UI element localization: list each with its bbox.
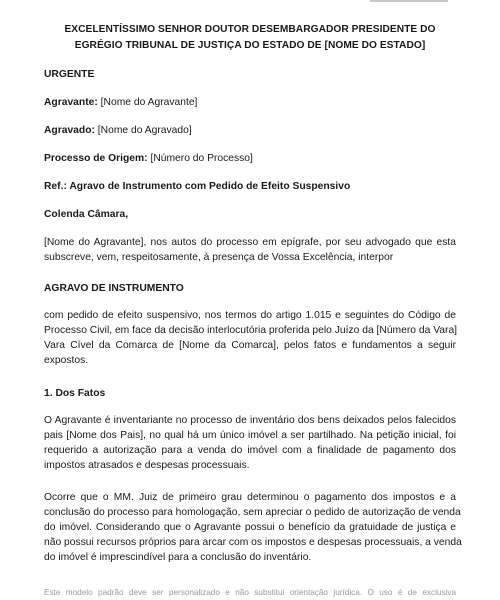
document-header (44, 22, 456, 54)
top-divider (370, 0, 448, 2)
section-heading-fatos: 1. Dos Fatos (44, 388, 106, 399)
agravante-label: Agravante: (44, 97, 98, 108)
intro-paragraph (44, 235, 456, 265)
pedido-line-1: com pedido de efeito suspensivo, nos termos do artigo 1.015 e seguintes do Código de (44, 310, 456, 321)
fatos1-line-3: requerido a autorização para a venda do imóvel com a finalidade de pagamento dos (44, 445, 456, 456)
pedido-line-4: expostos. (44, 355, 89, 366)
agravante-value: [Nome do Agravante] (100, 97, 198, 108)
fatos1-line-2: pais [Nome dos Pais], no qual há um único imóvel a ser partilhado. Na petição inicial, foi (44, 430, 456, 441)
disclaimer-footer: Este modelo padrão deve ser personalizado e não substitui orientação jurídica. O uso é de exclusiva (44, 588, 456, 597)
fatos-paragraph-2 (44, 490, 462, 565)
pedido-paragraph (44, 308, 456, 368)
agravante-field (44, 95, 456, 110)
fatos2-line-4: não possui recursos próprios para arcar com os impostos e despesas processuais, a venda (44, 537, 462, 548)
fatos1-line-1: O Agravante é inventariante no processo de inventário dos bens deixados pelos falecidos (44, 415, 456, 426)
fatos1-line-4: impostos atrasados e despesas processuais. (44, 460, 250, 471)
header-line-2: EGRÉGIO TRIBUNAL DE JUSTIÇA DO ESTADO DE [NOME DO ESTADO] (74, 40, 426, 51)
processo-field (44, 151, 456, 166)
header-line-1: EXCELENTÍSSIMO SENHOR DOUTOR DESEMBARGADOR PRESIDENTE DO (64, 24, 436, 35)
agravado-value: [Nome do Agravado] (97, 125, 192, 136)
fatos2-line-1: Ocorre que o MM. Juiz de primeiro grau determinou o pagamento dos impostos e a (44, 492, 456, 503)
processo-value: [Número do Processo] (150, 153, 253, 164)
agravado-label: Agravado: (44, 125, 95, 136)
salutation: Colenda Câmara, (44, 209, 129, 220)
pedido-line-3: Vara Cível da Comarca de [Nome da Comarca], pelos fatos e fundamentos a seguir (44, 340, 456, 351)
reference-line: Ref.: Agravo de Instrumento com Pedido de Efeito Suspensivo (44, 181, 351, 192)
urgent-label: URGENTE (44, 69, 95, 80)
fatos-paragraph-1 (44, 413, 456, 473)
fatos2-line-3: do imóvel. Considerando que o Agravante possui o benefício da gratuidade de justiça e (44, 522, 456, 533)
processo-label: Processo de Origem: (44, 153, 148, 164)
fatos2-line-2: conclusão do processo para homologação, sem apreciar o pedido de autorização de venda (44, 507, 461, 518)
agravo-heading: AGRAVO DE INSTRUMENTO (44, 283, 184, 294)
intro-line-2: subscreve, vem, respeitosamente, à presença de Vossa Excelência, interpor (44, 252, 394, 263)
pedido-line-2: Processo Civil, em face da decisão interlocutória proferida pelo Juízo da [Número da Vara] (44, 325, 458, 336)
agravado-field (44, 123, 456, 138)
intro-line-1: [Nome do Agravante], nos autos do processo em epígrafe, por seu advogado que esta (44, 237, 456, 248)
fatos2-line-5: do imóvel é imprescindível para a conclusão do inventário. (44, 552, 312, 563)
